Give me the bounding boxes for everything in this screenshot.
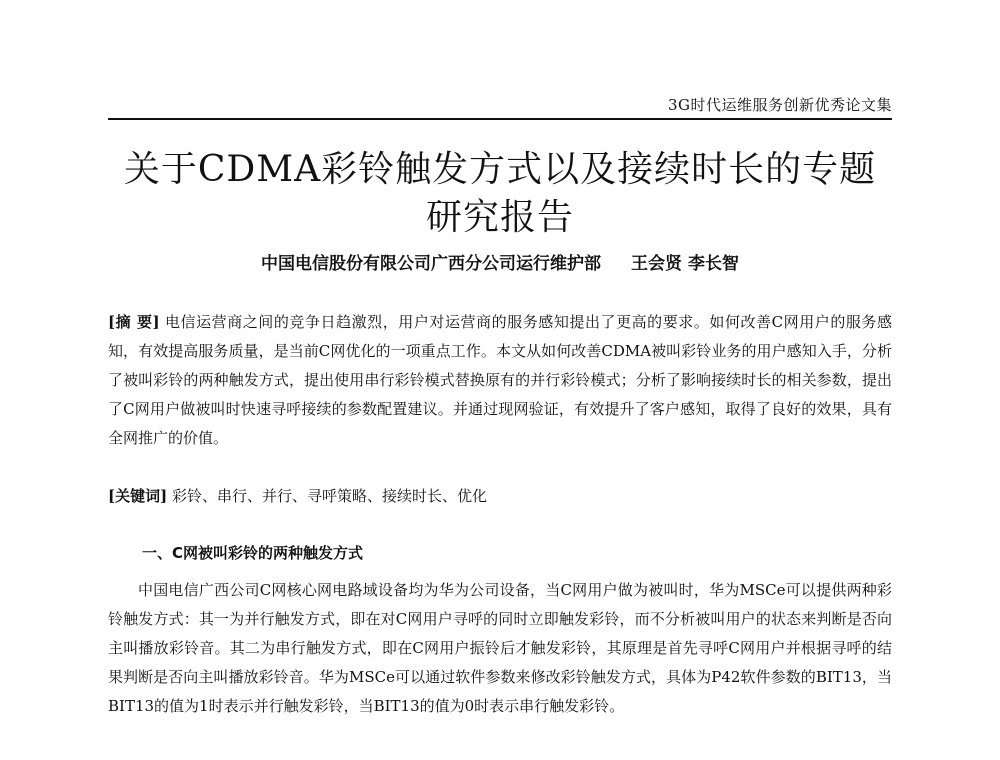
abstract bbox=[108, 308, 892, 453]
abstract-label: [摘 要] bbox=[108, 313, 160, 331]
abstract-text: 电信运营商之间的竞争日趋激烈，用户对运营商的服务感知提出了更高的要求。如何改善C网用户的服务感知，有效提高服务质量，是当前C网优化的一项重点工作。本文从如何改善CDMA被叫彩铃业务的用户感知入手，分析了被叫彩铃的两种触发方式，提出使用串行彩铃模式替换原有的并行彩铃模式；分析了影响接续时长的相关参数，提出了C网用户做被叫时快速寻呼接续的参数配置建议。并通过现网验证，有效提升了客户感知，取得了良好的效果，具有全网推广的价值。 bbox=[108, 313, 892, 447]
paper-title-line-1: 关于CDMA彩铃触发方式以及接续时长的专题 bbox=[123, 149, 877, 190]
keywords-text: 彩铃、串行、并行、寻呼策略、接续时长、优化 bbox=[171, 487, 487, 505]
section-heading: 一、C网被叫彩铃的两种触发方式 bbox=[142, 544, 364, 562]
keywords bbox=[108, 482, 892, 511]
affiliation: 中国电信股份有限公司广西分公司运行维护部 bbox=[261, 254, 602, 274]
body-paragraph: 中国电信广西公司C网核心网电路域设备均为华为公司设备，当C网用户做为被叫时，华为MSCe可以提供两种彩铃触发方式：其一为并行触发方式，即在对C网用户寻呼的同时立即触发彩铃，而不分析被叫用户的状态来判断是否向主叫播放彩铃音。其二为串行触发方式，即在C网用户振铃后才触发彩铃，其原理是首先寻呼C网用户并根据寻呼的结果判断是否向主叫播放彩铃音。华为MSCe可以通过软件参数来修改彩铃触发方式，具体为P42软件参数的BIT13，当BIT13的值为1时表示并行触发彩铃，当BIT13的值为0时表示串行触发彩铃。 bbox=[108, 581, 892, 715]
paper-title-line-2: 研究报告 bbox=[425, 197, 574, 238]
keywords-label: [关键词] bbox=[108, 487, 168, 505]
paper-title bbox=[108, 146, 892, 242]
header-rule bbox=[108, 118, 892, 120]
author-line bbox=[108, 252, 892, 276]
authors: 王会贤 李长智 bbox=[631, 254, 739, 274]
running-header: 3G时代运维服务创新优秀论文集 bbox=[667, 96, 892, 114]
